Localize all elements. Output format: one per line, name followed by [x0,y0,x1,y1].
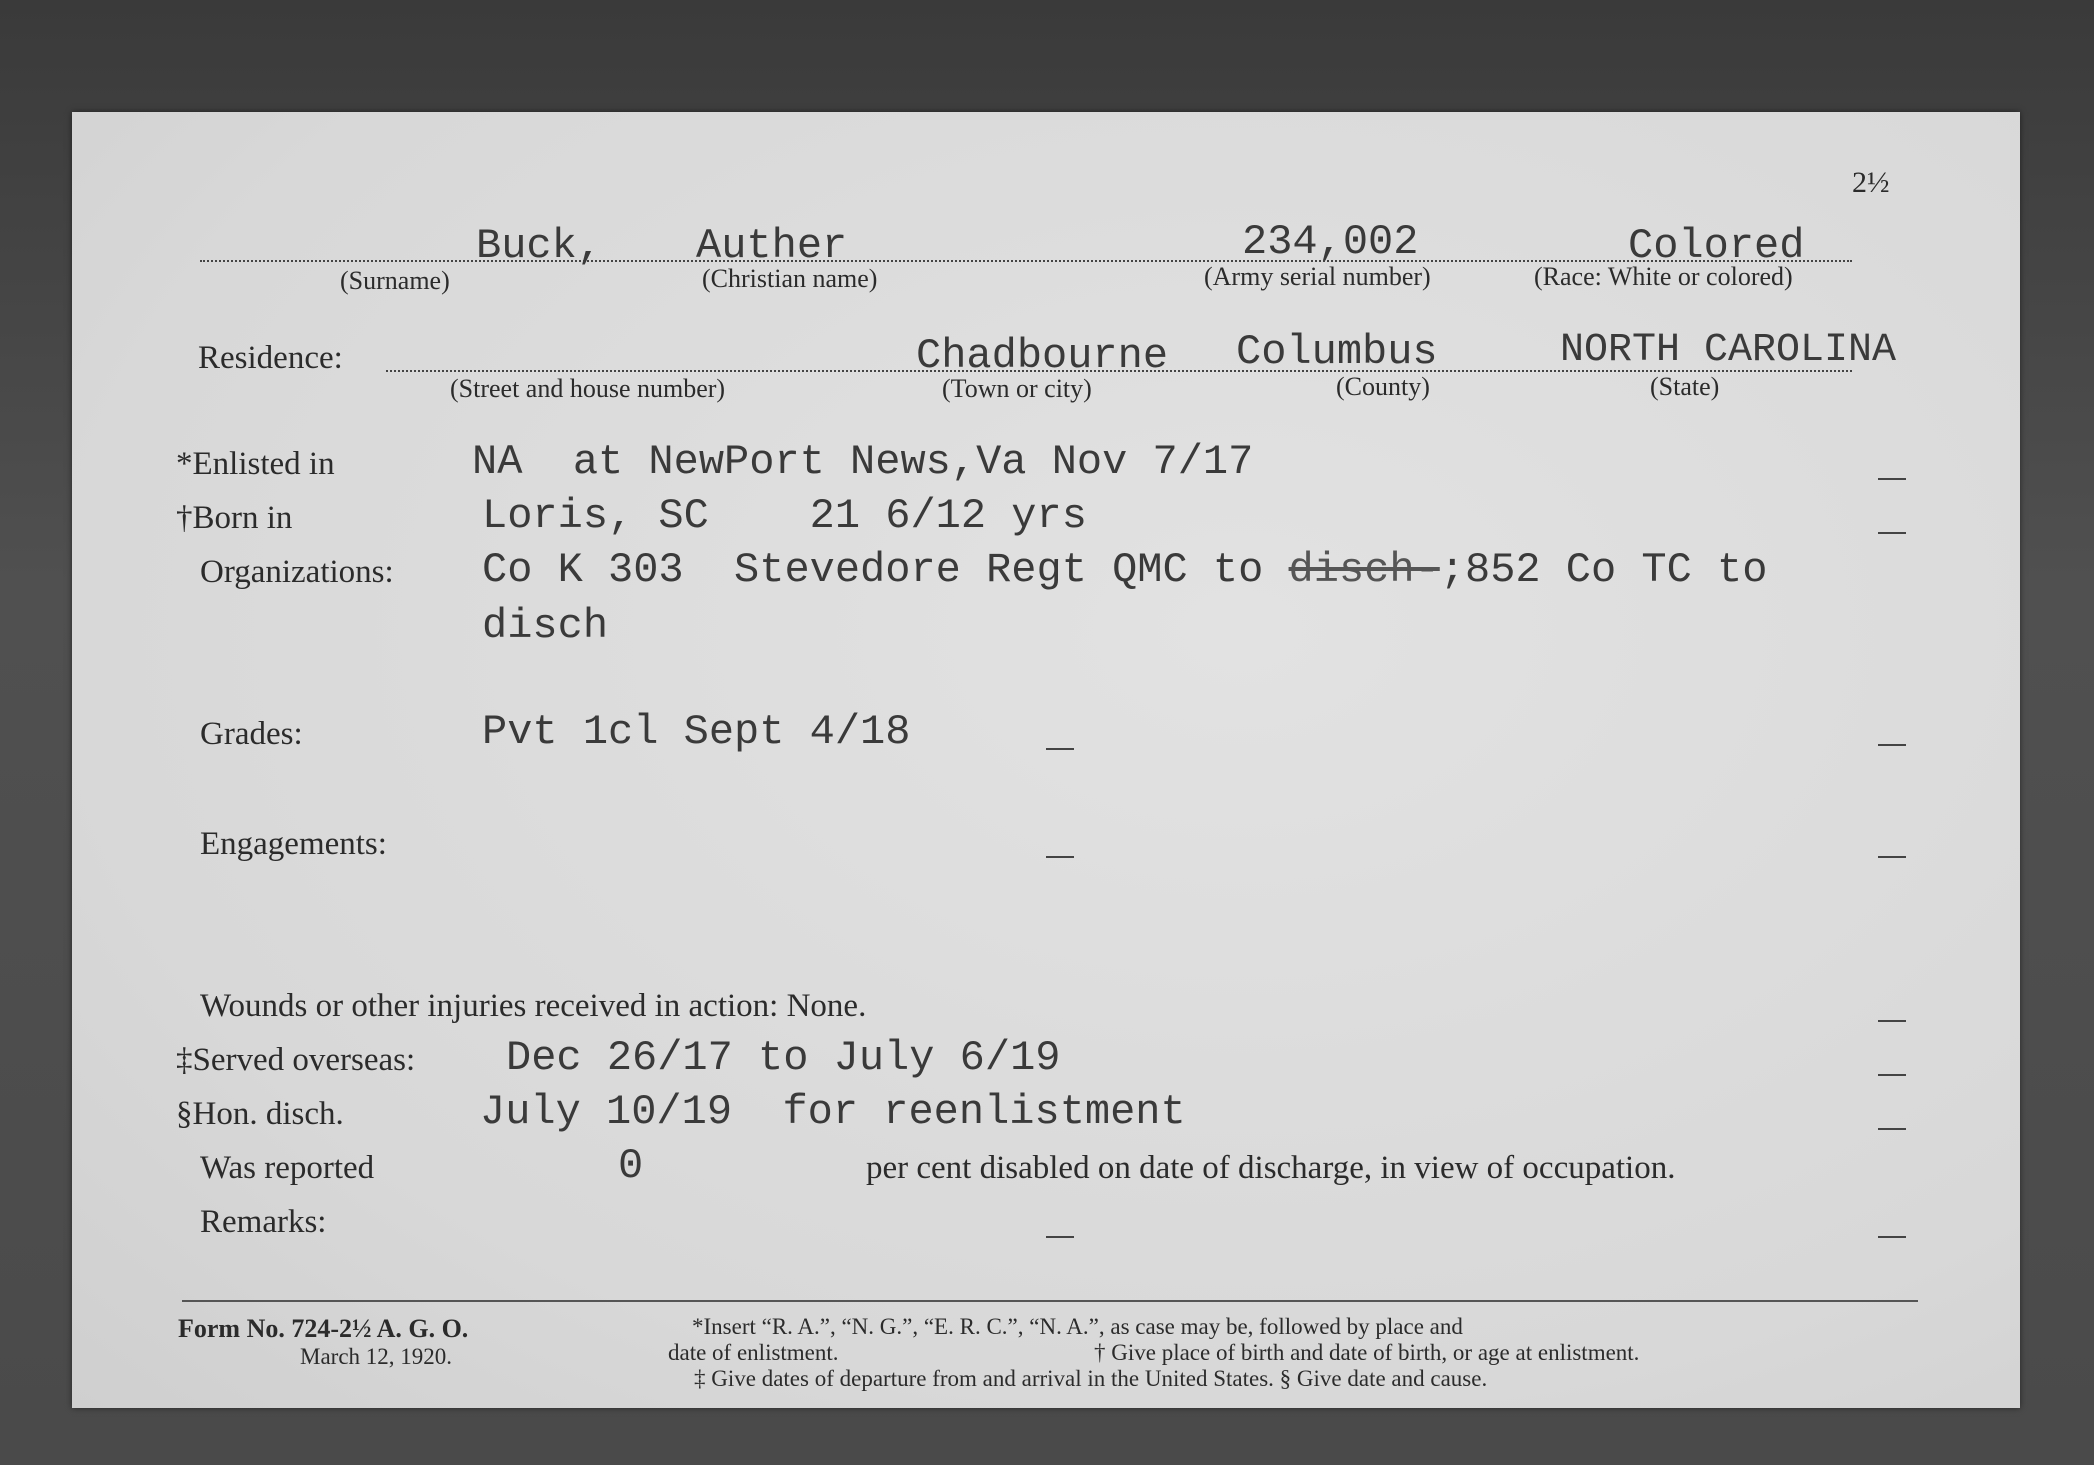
wounds-label: Wounds or other injuries received in action: None. [200,988,867,1024]
form-number: Form No. 724-2½ A. G. O. [178,1314,469,1343]
footnote-2a: date of enlistment. [668,1340,839,1365]
service-record-card [72,112,2020,1408]
street-caption: (Street and house number) [450,374,726,403]
reported-value: 0 [618,1142,644,1190]
footnote-2b: † Give place of birth and date of birth, or age at enlistment. [1094,1340,1640,1365]
engagements-dash-mid [1046,856,1074,858]
surname-value: Buck, [476,222,603,270]
reported-label: Was reported [200,1150,375,1186]
reported-suffix: per cent disabled on date of discharge, in view of occupation. [866,1150,1676,1186]
dagger-mark: † [176,500,193,536]
residence-label: Residence: [198,340,343,376]
wounds-dash [1878,1020,1906,1022]
serial-number-value: 234,002 [1242,218,1419,266]
race-value: Colored [1628,222,1805,270]
surname-caption: (Surname) [340,266,450,295]
discharge-label: §Hon. disch. [176,1096,344,1132]
asterisk-mark: * [176,446,193,482]
grades-value: Pvt 1cl Sept 4/18 [482,708,911,756]
born-dash [1878,532,1906,534]
grades-dash-right [1878,744,1906,746]
residence-state: NORTH CAROLINA [1560,328,1897,373]
grades-dash-mid [1046,748,1074,750]
organizations-label: Organizations: [200,554,394,590]
footer-rule [182,1300,1918,1302]
discharge-value: July 10/19 for reenlistment [480,1088,1186,1136]
county-caption: (County) [1336,372,1430,401]
remarks-label: Remarks: [200,1204,327,1240]
overseas-label: ‡Served overseas: [176,1042,416,1078]
born-value: Loris, SC 21 6/12 yrs [482,492,1087,540]
residence-town: Chadbourne [916,332,1169,380]
corner-number: 2½ [1852,166,1890,199]
organizations-line2: disch [482,602,609,650]
form-date: March 12, 1920. [300,1344,453,1369]
enlisted-dash [1878,478,1906,480]
remarks-dash-right [1878,1236,1906,1238]
discharge-dash [1878,1128,1906,1130]
overseas-dash [1878,1074,1906,1076]
residence-county: Columbus [1236,328,1438,376]
engagements-label: Engagements: [200,826,387,862]
christian-name-value: Auther [696,222,848,270]
remarks-dash-mid [1046,1236,1074,1238]
footnote-3: ‡ Give dates of departure from and arrival in the United States. § Give date and cause. [694,1366,1488,1391]
state-caption: (State) [1650,372,1720,401]
enlisted-value: NA at NewPort News,Va Nov 7/17 [472,438,1254,486]
section-mark: § [176,1096,193,1132]
serial-caption: (Army serial number) [1204,262,1431,291]
footnote-1: *Insert “R. A.”, “N. G.”, “E. R. C.”, “N. A.”, as case may be, followed by place and [692,1314,1463,1339]
race-caption: (Race: White or colored) [1534,262,1793,291]
born-label: †Born in [176,500,293,536]
enlisted-label: *Enlisted in [176,446,335,482]
engagements-dash-right [1878,856,1906,858]
overseas-value: Dec 26/17 to July 6/19 [506,1034,1061,1082]
struck-text: disch- [1288,546,1440,594]
double-dagger-mark: ‡ [176,1042,193,1078]
organizations-line1: Co K 303 Stevedore Regt QMC to disch-;852 Co TC to [482,546,1768,594]
grades-label: Grades: [200,716,303,752]
wounds-value: None. [786,988,867,1024]
town-caption: (Town or city) [942,374,1092,403]
christian-caption: (Christian name) [702,264,878,293]
